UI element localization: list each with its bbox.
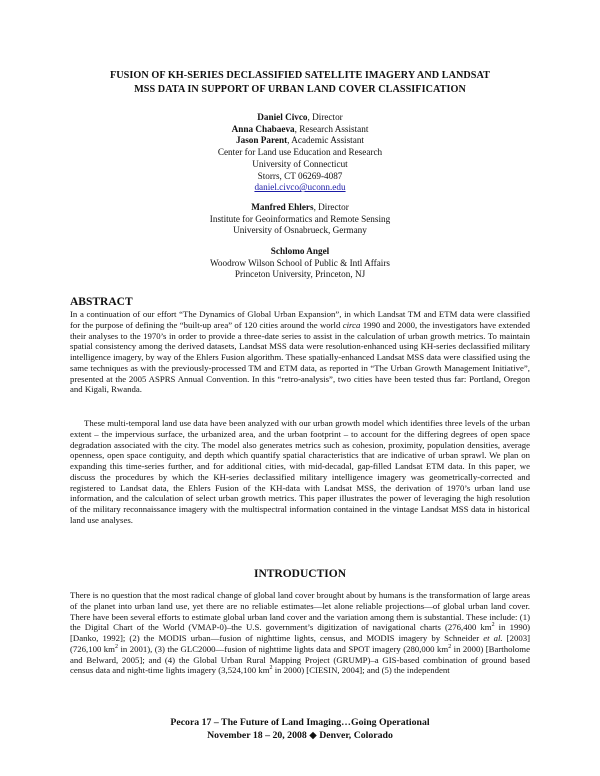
author-role: , Director (313, 202, 349, 212)
affiliation-line: Princeton University, Princeton, NJ (234, 269, 366, 280)
author-block-uconn (120, 112, 480, 194)
title-line-2: MSS DATA IN SUPPORT OF URBAN LAND COVER CLASSIFICATION (134, 84, 466, 95)
affiliation-line: Storrs, CT 06269-4087 (257, 170, 343, 181)
author-name: Jason Parent (236, 135, 288, 146)
diamond-icon: ◆ (309, 730, 317, 741)
abstract-heading: ABSTRACT (70, 296, 133, 308)
author-role: , Academic Assistant (287, 135, 364, 146)
author-email-link[interactable]: daniel.civco@uconn.edu (254, 182, 346, 193)
author-name: Manfred Ehlers (251, 202, 314, 212)
author-name: Schlomo Angel (270, 246, 330, 256)
author-role: , Research Assistant (294, 123, 369, 134)
title-line-1: FUSION OF KH-SERIES DECLASSIFIED SATELLITE IMAGERY AND LANDSAT (109, 70, 491, 81)
affiliation-line: University of Osnabrueck, Germany (233, 225, 367, 236)
affiliation-line: University of Connecticut (252, 158, 348, 169)
author-block-osnabrueck (120, 202, 480, 237)
affiliation-line: Institute for Geoinformatics and Remote Sensing (209, 213, 391, 224)
author-role: , Director (307, 112, 343, 122)
page-footer (70, 716, 530, 742)
paper-title (70, 69, 530, 97)
affiliation-line: Center for Land use Education and Research (217, 147, 383, 158)
introduction-paragraph: There is no question that the most radical change of global land cover brought about by humans is the transformation of large areas of the planet into urban land use, yet there are no reliable estimates—let alone reliable projections—of global urban land cover. There have been several efforts to estimate global urban land cover and the variation among them is substantial. These include: (1) the Digital Chart of the World (VMAP-0)–the U.S. government’s digitization of navigational charts (276,400 $km^2$ in 1990) [Danko, 1992]; (2) the MODIS urban—fusion of nighttime lights, census, and MODIS imagery by Schneider et al. [2003] (726,100 $km^2$ in 2001), (3) the GLC2000—fusion of nighttime lights data and SPOT imagery (280,000 $km^2$ in 2000) [Bartholome and Belward, 2005]; and (4) the Global Urban Rural Mapping Project (GRUMP)–a GIS-based combination of ground based census data and night-time lights imagery (3,524,100 $km^2$ in 2000) [CIESIN, 2004]; and (5) the independent (70, 590, 530, 676)
author-name: Daniel Civco (257, 112, 308, 122)
introduction-heading: INTRODUCTION (253, 568, 346, 580)
abstract-paragraph-2: These multi-temporal land use data have been analyzed with our urban growth model which identifies three levels of the urban extent – the impervious surface, the urbanized area, and the urban footprint – to account for the differing degrees of open space degradation associated with the city. The model also generates metrics such as cohesion, proximity, population densities, average openness, open space contiguity, and depth which quantify spatial characteristics that are indicative of urban sprawl. We plan on expanding this time-series further, and for additional cities, with mid-decadal, gap-filled Landsat ETM data. In this paper, we discuss the procedures by which the KH-series declassified military intelligence imagery was geometrically-corrected and registered to Landsat data, the Ehlers Fusion of the KH-data with Landsat MSS, the derivation of 1970’s urban land use information, and the calculation of select urban growth metrics. This paper illustrates the power of leveraging the high resolution of the military reconnaissance imagery with the multispectral information contained in the vintage Landsat MSS data in historical land use analyses. (70, 418, 530, 525)
footer-conference: Pecora 17 – The Future of Land Imaging…Going Operational (170, 717, 430, 728)
footer-date-location: November 18 – 20, 2008 ◆ Denver, Colorado (207, 730, 393, 741)
author-block-princeton (120, 246, 480, 281)
author-name: Anna Chabaeva (231, 123, 295, 134)
affiliation-line: Woodrow Wilson School of Public & Intl Affairs (210, 257, 390, 268)
abstract-paragraph-1: In a continuation of our effort “The Dynamics of Global Urban Expansion”, in which Landsat TM and ETM data were classified for the purpose of defining the “built-up area” of 120 cities around the world circa 1990 and 2000, the investigators have extended their analyses to the 1970’s in order to provide a three-date series to assist in the calculation of urban growth metrics. To maintain spatial consistency among the derived datasets, Landsat MSS data were resolution-enhanced using KH-series declassified military intelligence imagery, by way of the Ehlers Fusion algorithm. These spatially-enhanced Landsat MSS data were classified using the same techniques as with the previously-processed TM and ETM data, as reported in “The Urban Growth Management Initiative”, presented at the 2005 ASPRS Annual Convention. In this “retro-analysis”, two cities have been tested thus far: Portland, Oregon and Kigali, Rwanda. (70, 309, 531, 395)
